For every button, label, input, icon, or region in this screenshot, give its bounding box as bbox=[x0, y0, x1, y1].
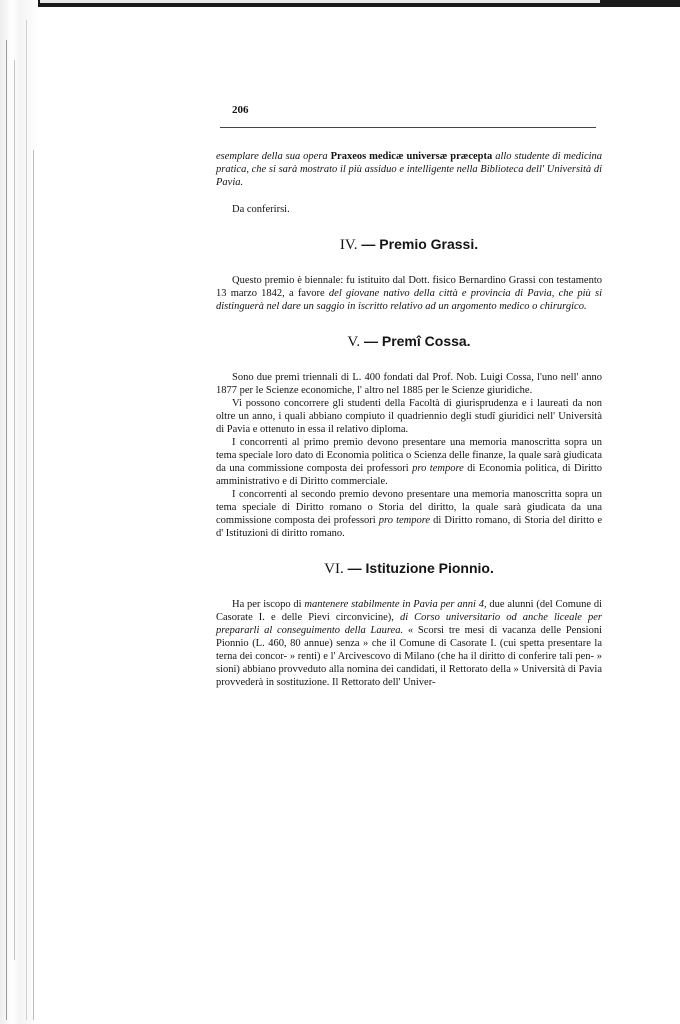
italic-run: mantenere stabilmente in Pavia per anni 4, bbox=[304, 599, 487, 610]
text-run: I concorrenti al primo premio devono presentare una memoria manoscritta sopra un tema speciale loro dato di Economia politica o Scienza delle finanze, la quale sarà giudicata da una commissione composta dei professori bbox=[216, 437, 602, 474]
section-numeral: VI. bbox=[324, 561, 344, 577]
text-run: Questo premio è biennale: fu istituito dal Dott. fisico Bernardino Grassi con testamento 13 marzo 1842, a favore bbox=[216, 275, 602, 299]
section-heading-v bbox=[216, 333, 602, 351]
italic-run: di Corso universitario od anche liceale per prepararli al conseguimento della Laurea. bbox=[216, 612, 602, 636]
scan-top-edge-gap bbox=[40, 0, 600, 3]
text-run: di Economia politica, di Diritto amministrativo e di Diritto commerciale. bbox=[216, 463, 602, 487]
italic-run: pro tempore bbox=[378, 515, 431, 526]
page-body bbox=[216, 150, 602, 689]
intro-paragraph bbox=[216, 150, 602, 189]
italic-run: pro tempore bbox=[412, 463, 464, 474]
paragraph bbox=[216, 488, 602, 540]
section-dash: — bbox=[361, 236, 376, 252]
section-numeral: V. bbox=[347, 334, 361, 350]
intro-lead: esemplare della sua opera bbox=[216, 151, 328, 162]
section-title: Istituzione Pionnio. bbox=[365, 560, 494, 576]
section-heading-vi bbox=[216, 560, 602, 578]
section-heading-iv bbox=[216, 236, 602, 254]
text-run: Ha per iscopo di bbox=[232, 599, 305, 610]
intro-tail: allo studente di medicina pratica, che si sarà mostrato il più assiduo e intelligente nella Biblioteca dell' Università di Pavia. bbox=[216, 151, 603, 188]
italic-run: del giovane nativo della città e provincia di Pavia, che più si distinguerà nel dare un saggio in iscritto relativo ad un argomento medico o chirurgico. bbox=[216, 288, 602, 312]
text-run: due alunni (del Comune di Casorate I. e delle Pievi circonvicine), bbox=[216, 599, 602, 623]
text-run: I concorrenti al secondo premio devono presentare una memoria manoscritta sopra un tema speciale di Diritto romano o Storia del diritto, la quale sarà giudicata da una commissione composta dei professori bbox=[216, 489, 602, 526]
intro-book-title: Praxeos medicæ universæ præcepta bbox=[330, 151, 493, 162]
section-numeral: IV. bbox=[339, 237, 358, 253]
paragraph: Vi possono concorrere gli studenti della Facoltà di giurisprudenza e i laureati da non oltre un anno, i quali abbiano compiuto il quadriennio degli studî giuridici nell' Università di Pavia e ottenuto in essa il relativo diploma. bbox=[216, 398, 602, 435]
scan-binding-edge bbox=[0, 0, 38, 1024]
da-conferirsi: Da conferirsi. bbox=[232, 204, 290, 215]
section-dash: — bbox=[363, 333, 378, 349]
paragraph: Sono due premi triennali di L. 400 fondati dal Prof. Nob. Luigi Cossa, l'uno nell' anno 1877 per le Scienze economiche, l' altro nel 1885 per le Scienze giuridiche. bbox=[216, 372, 602, 396]
paragraph bbox=[216, 436, 602, 488]
page-number: 206 bbox=[232, 104, 249, 116]
paragraph bbox=[216, 598, 602, 689]
text-run: « Scorsi tre mesi di vacanza delle Pensioni Pionnio (L. 460, 80 annue) senza » che il Comune di Casorate I. (cui spetta presentare la terna dei concor- » renti) e l' Arcivescovo di Milano (che ha il diritto di conferire tali pen- » sioni) abbiano provveduto alla nomina dei candidati, il Rettorato della » Università di Pavia provvederà in sostituzione. Il Rettorato dell' Univer- bbox=[216, 625, 602, 688]
header-rule bbox=[220, 127, 596, 128]
section-title: Premî Cossa. bbox=[381, 333, 471, 349]
text-run: di Diritto romano, di Storia del diritto e d' Istituzioni di diritto romano. bbox=[216, 515, 602, 539]
paragraph bbox=[216, 274, 602, 313]
section-title: Premio Grassi. bbox=[379, 236, 479, 252]
section-dash: — bbox=[347, 560, 362, 576]
